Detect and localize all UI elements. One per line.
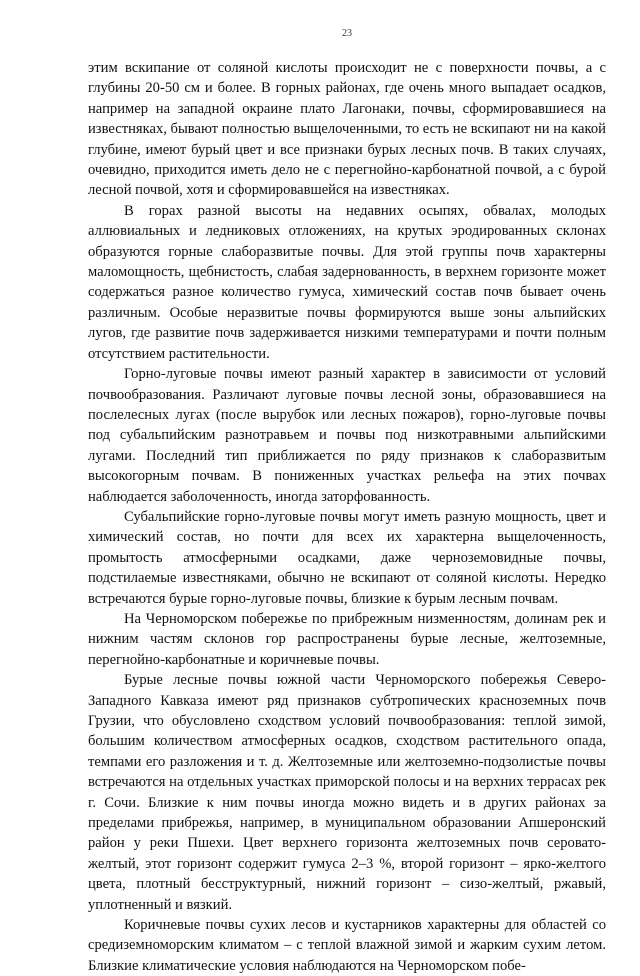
paragraph-2: В горах разной высоты на недавних осыпях, обвалах, молодых аллювиальных и ледниковых отложениях, на крутых эродированных склонах образуются горные слаборазвитые почвы. Для этой группы почв характерны маломощность, щебнистость, слабая задернованность, в верхнем горизонте может содержаться разное количество гумуса, химический состав почв бывает очень различным. Особые неразвитые почвы формируются выше зоны альпийских лугов, где развитие почв задерживается низкими температурами и почти полным отсутствием растительности. [88, 202, 606, 362]
paragraph-4: Субальпийские горно-луговые почвы могут иметь разную мощность, цвет и химический состав, но почти для всех их характерна выщелоченность, промытость атмосферными осадками, даже черноземовидные почвы, подстилаемые известняками, обычно не вскипают от соляной кислоты. Нередко встречаются бурые горно-луговые почвы, близкие к бурым лесным почвам. [88, 508, 606, 607]
paragraph-6: Бурые лесные почвы южной части Черноморского побережья Северо-Западного Кавказа имеют ряд признаков субтропических красноземных почв Грузии, что обусловлено сходством условий почвообразования: теплой зимой, большим количеством атмосферных осадков, сходством растительного опада, темпами его разложения и т. д. Желтоземные или желтоземно-подзолистые почвы встречаются на отдельных участках приморской полосы и на верхних террасах рек г. Сочи. Близкие к ним почвы иногда можно видеть и в других районах за пределами прибрежья, например, в муниципальном образовании Апшеронский район у реки Пшехи. Цвет верхнего горизонта желтоземных почв серовато-желтый, этот горизонт содержит гумуса 2–3 %, второй горизонт – ярко-желтого цвета, плотный бесструктурный, нижний горизонт – сизо-желтый, ржавый, уплотненный и вязкий. [88, 672, 606, 913]
body-text [88, 58, 606, 976]
page-number: 23 [342, 28, 352, 39]
paragraph-7: Коричневые почвы сухих лесов и кустарников характерны для областей со средиземноморским климатом – с теплой влажной зимой и жарким сухим летом. Близкие климатические условия наблюдаются на Черноморском побе- [88, 917, 606, 974]
paragraph-5: На Черноморском побережье по прибрежным низменностям, долинам рек и нижним частям склонов гор распространены бурые лесные, желтоземные, перегнойно-карбонатные и коричневые почвы. [88, 610, 606, 668]
document-page [88, 28, 606, 976]
paragraph-3: Горно-луговые почвы имеют разный характер в зависимости от условий почвообразования. Различают луговые почвы лесной зоны, образовавшиеся на послелесных лугах (после вырубок или лесных пожаров), горно-луговые почвы под субальпийским разнотравьем и почвы под низкотравными альпийскими лугами. Последний тип приближается по ряду признаков к слаборазвитым высокогорным почвам. В пониженных участках рельефа на этих почвах наблюдается заболоченность, иногда заторфованность. [88, 366, 606, 505]
paragraph-1: этим вскипание от соляной кислоты происходит не с поверхности почвы, а с глубины 20-50 см и более. В горных районах, где очень много выпадает осадков, например на западной окраине плато Лагонаки, почвы, сформировавшиеся на известняках, бывают полностью выщелоченными, то есть не вскипают ни на какой глубине, имеют бурый цвет и все признаки бурых лесных почв. В таких случаях, очевидно, приходится иметь дело не с перегнойно-карбонатной почвой, а с бурой лесной почвой, хотя и сформировавшейся на известняках. [88, 60, 606, 199]
